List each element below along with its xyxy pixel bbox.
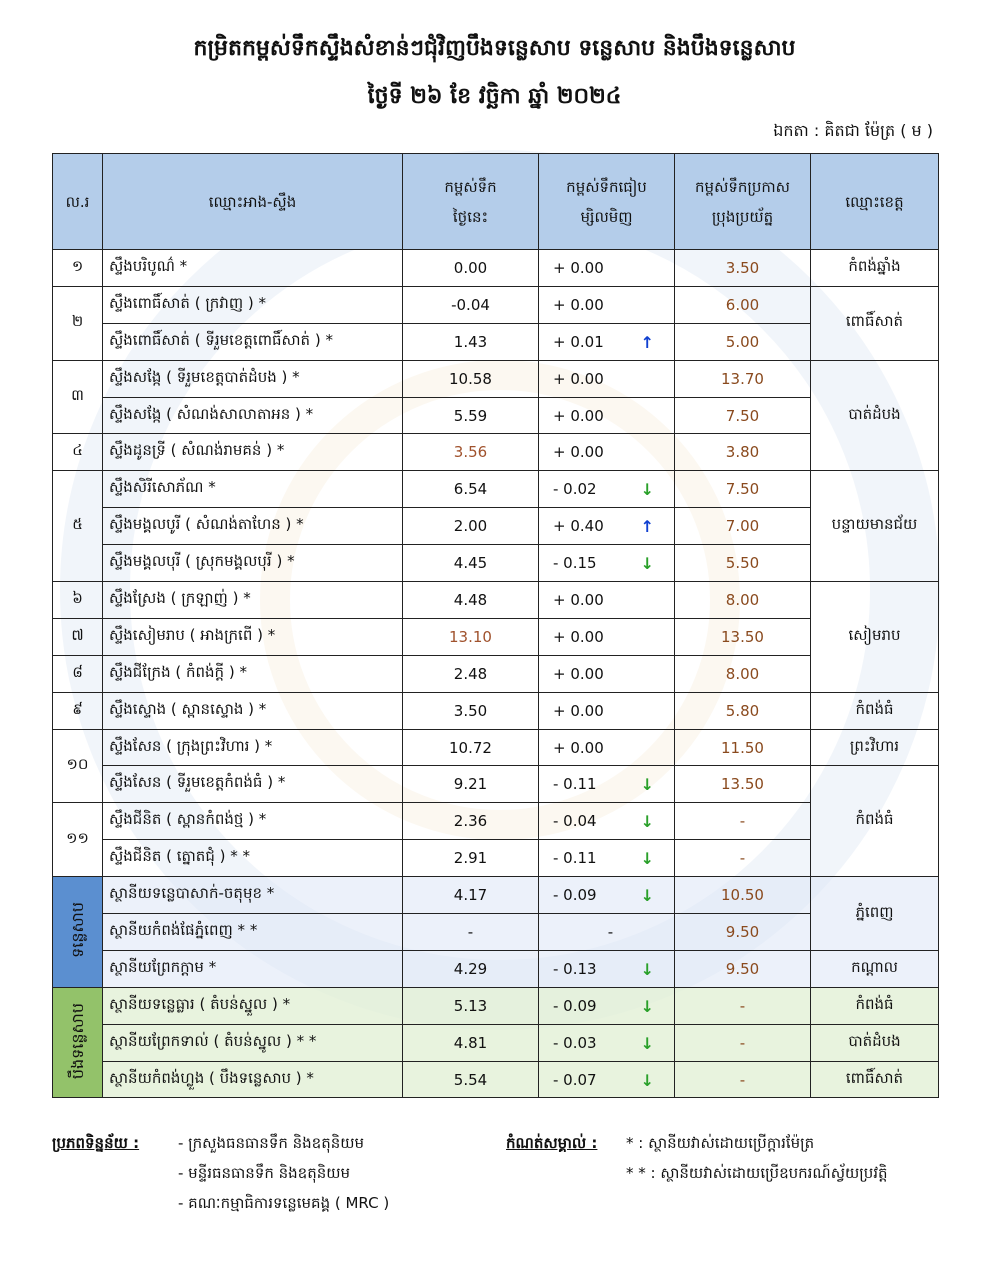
bung-row	[53, 1024, 939, 1061]
station-name: ស្ទឹងស្ទោង ( ស្ពានស្ទោង ) *	[103, 692, 403, 729]
warning-level: 5.80	[675, 692, 811, 729]
source-item: - ក្រសួងធនធានទឹក និងឧតុនិយម	[178, 1134, 365, 1152]
change-cell	[539, 950, 675, 987]
arrow-down-icon: ↓	[640, 996, 654, 1016]
page-title: កម្រិតកម្ពស់ទឹកស្ទឹងសំខាន់ៗជុំវិញបឹងទន្លេសាប ទន្លេសាប និងបឹងទន្លេសាប	[193, 36, 796, 61]
change-cell	[539, 618, 675, 655]
station-name: ស្ទឹងសិរីសោភ័ណ *	[103, 471, 403, 508]
today-level: 10.58	[403, 360, 539, 397]
change-value: + 0.01	[553, 332, 604, 351]
bung-row	[53, 987, 939, 1024]
station-name: ស្ទឹងដូនទ្រី ( សំណង់រាមគន់ ) *	[103, 434, 403, 471]
change-cell	[539, 803, 675, 840]
table-row	[53, 323, 939, 360]
station-name: ស្ទឹងសង្កែ ( សំណង់សាលាតាអន ) *	[103, 397, 403, 434]
station-name: ស្ទឹងមង្គលបូរី ( សំណង់តាហែន ) *	[103, 508, 403, 545]
water-level-table	[52, 153, 939, 1098]
change-cell	[539, 323, 675, 360]
province-name: កំពង់ឆ្នាំង	[811, 250, 939, 287]
header-compare: កម្ពស់ទឹកធៀប ម្សិលមិញ	[539, 154, 675, 250]
change-cell	[539, 582, 675, 619]
change-cell	[539, 1024, 675, 1061]
table-row	[53, 840, 939, 877]
today-level: 4.29	[403, 950, 539, 987]
header-today: កម្ពស់ទឹក ថ្ងៃនេះ	[403, 154, 539, 250]
station-name: ស្ទឹងជីនិត ( ស្ពានកំពង់ថ្ម ) *	[103, 803, 403, 840]
province-name: កំពង់ធំ	[811, 692, 939, 729]
change-value: + 0.00	[553, 590, 604, 609]
change-value: - 0.09	[553, 996, 597, 1015]
change-cell	[539, 877, 675, 914]
table-row	[53, 250, 939, 287]
today-level: 10.72	[403, 729, 539, 766]
table-row	[53, 618, 939, 655]
page-date: ថ្ងៃទី ២៦ ខែ វច្ឆិកា ឆ្នាំ ២០២៤	[367, 84, 622, 109]
warning-level: 9.50	[675, 914, 811, 951]
row-number: ៨	[53, 655, 103, 692]
warning-level: 13.70	[675, 360, 811, 397]
notes-list	[626, 1128, 888, 1188]
change-value: - 0.15	[553, 554, 597, 573]
arrow-down-icon: ↓	[640, 959, 654, 979]
arrow-down-icon: ↓	[640, 849, 654, 869]
change-cell	[539, 360, 675, 397]
change-value: -	[607, 922, 614, 941]
today-level: 5.59	[403, 397, 539, 434]
warning-level: -	[675, 1061, 811, 1098]
change-cell	[539, 508, 675, 545]
source-item: - គណៈកម្មាធិការទន្លេមេគង្គ ( MRC )	[178, 1194, 390, 1212]
table-row	[53, 655, 939, 692]
warning-level: 13.50	[675, 766, 811, 803]
change-value: + 0.00	[553, 443, 604, 462]
row-number: ៩	[53, 692, 103, 729]
today-level: 13.10	[403, 618, 539, 655]
change-value: - 0.11	[553, 849, 597, 868]
station-name: ស្ថានីយទន្លេបាសាក់-ចតុមុខ *	[103, 877, 403, 914]
table-row	[53, 434, 939, 471]
station-name: ស្ទឹងបរិបូណ៌ *	[103, 250, 403, 287]
arrow-up-icon: ↑	[640, 517, 654, 537]
row-number: ៦	[53, 582, 103, 619]
change-value: + 0.00	[553, 738, 604, 757]
row-number: ៤	[53, 434, 103, 471]
today-level: 4.48	[403, 582, 539, 619]
warning-level: 8.00	[675, 582, 811, 619]
change-value: + 0.00	[553, 627, 604, 646]
table-row	[53, 397, 939, 434]
arrow-down-icon: ↓	[640, 1070, 654, 1090]
warning-level: 13.50	[675, 618, 811, 655]
station-name: ស្ទឹងជីក្រែង ( កំពង់ក្តី ) *	[103, 655, 403, 692]
header-no: ល.រ	[53, 154, 103, 250]
lake-row	[53, 950, 939, 987]
warning-level: -	[675, 1024, 811, 1061]
table-row	[53, 545, 939, 582]
warning-level: 3.50	[675, 250, 811, 287]
change-value: + 0.40	[553, 517, 604, 536]
table-row	[53, 360, 939, 397]
row-number: ៣	[53, 360, 103, 434]
change-value: - 0.07	[553, 1070, 597, 1089]
station-name: ស្ទឹងពោធិ៍សាត់ ( ក្រវាញ ) *	[103, 286, 403, 323]
arrow-down-icon: ↓	[640, 775, 654, 795]
arrow-up-icon: ↑	[640, 332, 654, 352]
today-level: -0.04	[403, 286, 539, 323]
table-header-row	[53, 154, 939, 250]
today-level: 4.81	[403, 1024, 539, 1061]
province-name: បាត់ដំបង	[811, 360, 939, 471]
change-value: + 0.00	[553, 258, 604, 277]
arrow-down-icon: ↓	[640, 812, 654, 832]
warning-level: 11.50	[675, 729, 811, 766]
change-cell	[539, 545, 675, 582]
station-name: ស្ទឹងសង្កែ ( ទីរួមខេត្តបាត់ដំបង ) *	[103, 360, 403, 397]
province-name: បន្ទាយមានជ័យ	[811, 471, 939, 582]
notes-label: កំណត់សម្គាល់ :	[506, 1134, 598, 1152]
today-level: 2.91	[403, 840, 539, 877]
province-name: ពោធិ៍សាត់	[811, 1061, 939, 1098]
row-number: ៥	[53, 471, 103, 582]
change-value: + 0.00	[553, 664, 604, 683]
station-name: ស្ថានីយព្រែកក្តាម *	[103, 950, 403, 987]
station-name: ស្ថានីយកំពង់ផែភ្នំពេញ * *	[103, 914, 403, 951]
table-row	[53, 286, 939, 323]
today-level: -	[403, 914, 539, 951]
change-cell	[539, 840, 675, 877]
change-value: + 0.00	[553, 701, 604, 720]
change-value: - 0.02	[553, 480, 597, 499]
change-value: + 0.00	[553, 406, 604, 425]
note-item: * * : ស្ថានីយវាស់ដោយប្រើឧបករណ៍ស្វ័យប្រវត្តិ	[626, 1164, 888, 1182]
warning-level: 6.00	[675, 286, 811, 323]
today-level: 6.54	[403, 471, 539, 508]
bung-group-label	[53, 987, 103, 1098]
change-value: - 0.09	[553, 886, 597, 905]
arrow-down-icon: ↓	[640, 1033, 654, 1053]
station-name: ស្ទឹងជីនិត ( ត្នោតជុំ ) * *	[103, 840, 403, 877]
table-row	[53, 582, 939, 619]
province-name: ពោធិ៍សាត់	[811, 286, 939, 360]
today-level: 1.43	[403, 323, 539, 360]
today-level: 2.00	[403, 508, 539, 545]
warning-level: -	[675, 803, 811, 840]
today-level: 5.13	[403, 987, 539, 1024]
change-value: - 0.03	[553, 1033, 597, 1052]
change-value: - 0.11	[553, 775, 597, 794]
today-level: 0.00	[403, 250, 539, 287]
station-name: ស្ទឹងសែន ( ក្រុងព្រះវិហារ ) *	[103, 729, 403, 766]
change-cell	[539, 1061, 675, 1098]
change-cell	[539, 286, 675, 323]
today-level: 3.56	[403, 434, 539, 471]
province-name: ព្រះវិហារ	[811, 729, 939, 766]
warning-level: 9.50	[675, 950, 811, 987]
arrow-down-icon: ↓	[640, 480, 654, 500]
change-cell	[539, 729, 675, 766]
change-cell	[539, 250, 675, 287]
province-name: កំពង់ធំ	[811, 766, 939, 877]
unit-label: ឯកតា : គិតជា ម៉ែត្រ ( ម )	[773, 121, 933, 140]
arrow-down-icon: ↓	[640, 886, 654, 906]
station-name: ស្ថានីយទន្លេធ្លារ ( តំបន់ស្នួល ) *	[103, 987, 403, 1024]
note-item: * : ស្ថានីយវាស់ដោយប្រើក្តារម៉ែត្រ	[626, 1134, 815, 1152]
arrow-down-icon: ↓	[640, 554, 654, 574]
change-cell	[539, 766, 675, 803]
change-value: - 0.13	[553, 959, 597, 978]
warning-level: 7.00	[675, 508, 811, 545]
change-value: - 0.04	[553, 812, 597, 831]
change-value: + 0.00	[553, 369, 604, 388]
warning-level: 8.00	[675, 655, 811, 692]
sources-list	[178, 1128, 389, 1218]
row-number: ៧	[53, 618, 103, 655]
table-row	[53, 692, 939, 729]
warning-level: -	[675, 840, 811, 877]
row-number: ១១	[53, 803, 103, 877]
station-name: ស្ទឹងមង្គលបុរី ( ស្រុកមង្គលបុរី ) *	[103, 545, 403, 582]
lake-row	[53, 877, 939, 914]
warning-level: 5.00	[675, 323, 811, 360]
today-level: 2.36	[403, 803, 539, 840]
warning-level: 10.50	[675, 877, 811, 914]
province-name: កំពង់ធំ	[811, 987, 939, 1024]
province-name: ភ្នំពេញ	[811, 877, 939, 951]
header-station: ឈ្មោះអាង-ស្ទឹង	[103, 154, 403, 250]
change-cell	[539, 397, 675, 434]
header-warning: កម្ពស់ទឹកប្រកាស ប្រុងប្រយ័ត្ន	[675, 154, 811, 250]
bung-row	[53, 1061, 939, 1098]
province-name: សៀមរាប	[811, 582, 939, 693]
station-name: ស្ទឹងសែន ( ទីរួមខេត្តកំពង់ធំ ) *	[103, 766, 403, 803]
sources-label: ប្រភពទិន្នន័យ :	[52, 1134, 140, 1152]
change-cell	[539, 471, 675, 508]
station-name: ស្ទឹងស្រែង ( ក្រឡាញ់ ) *	[103, 582, 403, 619]
today-level: 3.50	[403, 692, 539, 729]
lake-row	[53, 914, 939, 951]
today-level: 2.48	[403, 655, 539, 692]
today-level: 5.54	[403, 1061, 539, 1098]
station-name: ស្ទឹងពោធិ៍សាត់ ( ទីរួមខេត្តពោធិ៍សាត់ ) *	[103, 323, 403, 360]
row-number: ១	[53, 250, 103, 287]
bung-group-text: បឹងទន្លេសាប	[67, 1002, 87, 1079]
change-cell	[539, 655, 675, 692]
table-row	[53, 766, 939, 803]
table-row	[53, 803, 939, 840]
change-cell	[539, 434, 675, 471]
table-row	[53, 471, 939, 508]
warning-level: 7.50	[675, 397, 811, 434]
row-number: ២	[53, 286, 103, 360]
table-row	[53, 508, 939, 545]
today-level: 4.17	[403, 877, 539, 914]
station-name: ស្ថានីយព្រែកទាល់ ( តំបន់ស្នូល ) * *	[103, 1024, 403, 1061]
change-cell	[539, 692, 675, 729]
warning-level: -	[675, 987, 811, 1024]
station-name: ស្ទឹងសៀមរាប ( អាងក្រពើ ) *	[103, 618, 403, 655]
lake-group-label	[53, 877, 103, 988]
table-row	[53, 729, 939, 766]
warning-level: 7.50	[675, 471, 811, 508]
change-cell	[539, 987, 675, 1024]
change-cell	[539, 914, 675, 951]
today-level: 4.45	[403, 545, 539, 582]
province-name: កណ្តាល	[811, 950, 939, 987]
station-name: ស្ថានីយកំពង់ហ្លួង ( បឹងទន្លេសាប ) *	[103, 1061, 403, 1098]
province-name: បាត់ដំបង	[811, 1024, 939, 1061]
lake-group-text: ទន្លេសាប	[67, 902, 87, 958]
row-number: ១០	[53, 729, 103, 803]
today-level: 9.21	[403, 766, 539, 803]
source-item: - មន្ទីរធនធានទឹក និងឧតុនិយម	[178, 1164, 351, 1182]
header-province: ឈ្មោះខេត្ត	[811, 154, 939, 250]
warning-level: 5.50	[675, 545, 811, 582]
change-value: + 0.00	[553, 295, 604, 314]
warning-level: 3.80	[675, 434, 811, 471]
